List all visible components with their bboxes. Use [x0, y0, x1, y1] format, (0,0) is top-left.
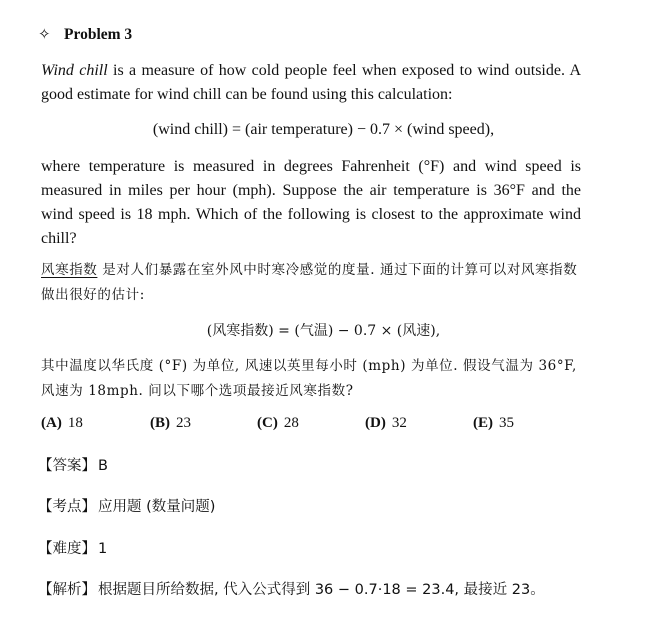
answer-choices	[41, 412, 601, 434]
solution-line	[38, 579, 545, 601]
topic-label: 【考点】	[38, 499, 96, 515]
choice-label: (E)	[473, 415, 493, 431]
wind-chill-term: Wind chill	[41, 62, 108, 79]
difficulty-line	[38, 538, 107, 560]
english-intro-text: is a measure of how cold people feel when exposed to wind outside. A good estimate for wind chill can be found using this calculation:	[41, 62, 581, 103]
choice-e	[473, 412, 514, 434]
topic-line	[38, 496, 215, 518]
answer-value: B	[98, 458, 108, 474]
answer-line	[38, 455, 108, 477]
choice-value: 35	[499, 415, 514, 431]
english-formula: (wind chill) = (air temperature) − 0.7 × (wind speed),	[152, 121, 495, 138]
english-question	[41, 155, 581, 251]
english-question-text: where temperature is measured in degrees Fahrenheit (°F) and wind speed is measured in miles per hour (mph). Suppose the air temperature is 36°F and the wind speed is 18 mph. Which of the following is closest to the approximate wind chill?	[41, 158, 581, 247]
choice-value: 28	[283, 415, 299, 431]
choice-label: (D)	[365, 415, 386, 431]
chinese-intro	[41, 258, 586, 308]
choice-d	[365, 412, 407, 434]
choice-a	[41, 412, 83, 434]
choice-label: (C)	[257, 415, 278, 431]
english-intro	[41, 59, 581, 107]
problem-title: Problem 3	[64, 26, 133, 43]
chinese-formula: (风寒指数) = (气温) − 0.7 × (风速),	[206, 323, 441, 339]
choice-label: (B)	[150, 415, 170, 431]
choice-value: 18	[67, 415, 83, 431]
choice-b	[150, 412, 191, 434]
choice-label: (A)	[41, 415, 62, 431]
answer-label: 【答案】	[38, 458, 96, 474]
diamond-outline-icon: ✧	[38, 27, 51, 43]
chinese-question-text: 其中温度以华氏度 (°F) 为单位, 风速以英里每小时 (mph) 为单位. 假设气温为 36°F, 风速为 18mph. 问以下哪个选项最接近风寒指数?	[41, 358, 577, 399]
chinese-question	[41, 354, 586, 404]
chinese-intro-text: 是对人们暴露在室外风中时寒冷感觉的度量. 通过下面的计算可以对风寒指数做出很好的估计:	[41, 262, 578, 303]
chinese-term: 风寒指数	[41, 262, 98, 278]
problem-heading	[38, 25, 132, 45]
choice-value: 32	[391, 415, 407, 431]
topic-value: 应用题 (数量问题)	[98, 499, 216, 515]
choice-c	[257, 412, 299, 434]
solution-label: 【解析】	[38, 582, 96, 598]
choice-value: 23	[176, 415, 191, 431]
solution-value: 根据题目所给数据, 代入公式得到 36 − 0.7·18 = 23.4, 最接近 23。	[98, 582, 545, 598]
difficulty-value: 1	[98, 541, 108, 557]
difficulty-label: 【难度】	[38, 541, 96, 557]
